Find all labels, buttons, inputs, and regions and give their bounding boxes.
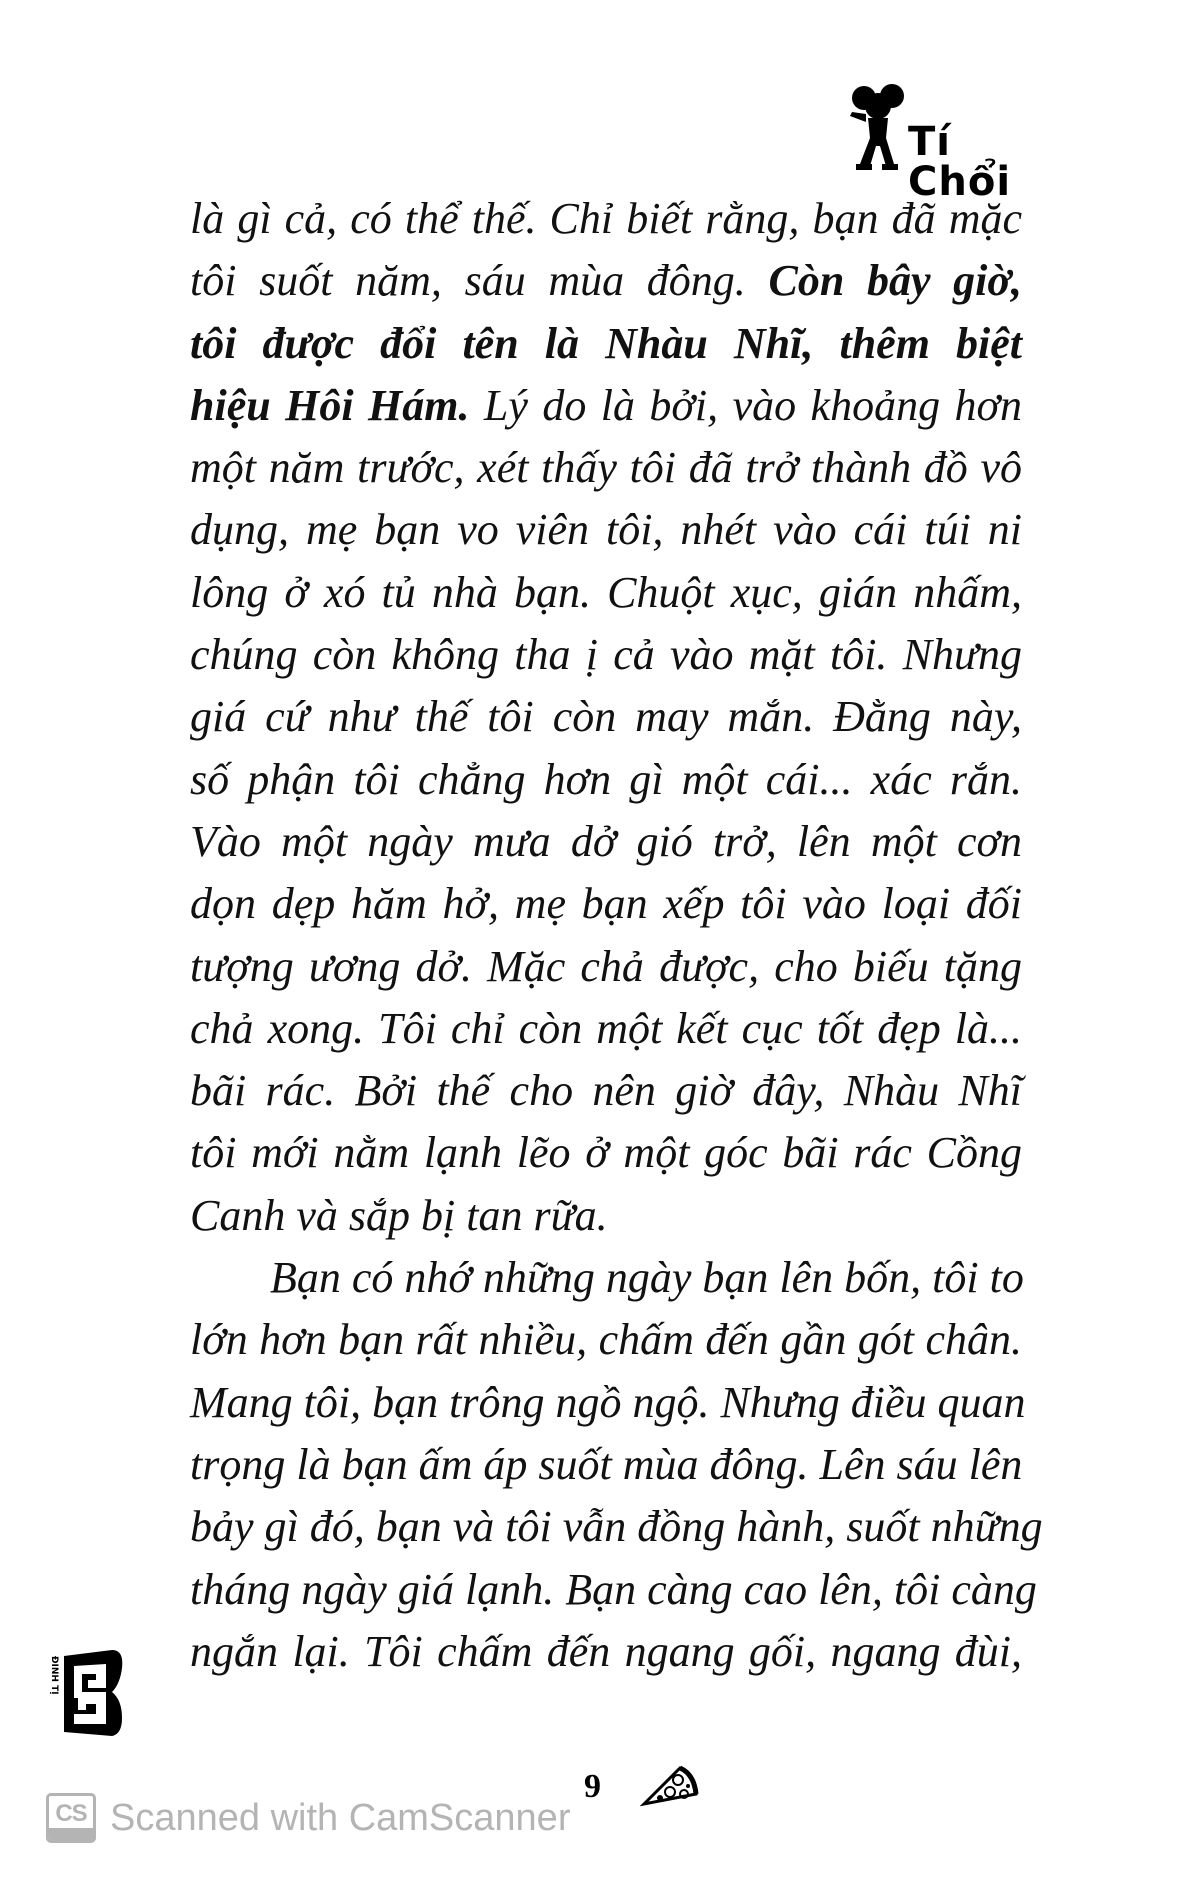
dinh-ti-logo-icon xyxy=(42,1648,132,1740)
text-span: chả xong. Tôi chỉ còn một kết cục tốt đẹp là... xyxy=(190,1003,1022,1053)
text-span: dọn dẹp hăm hở, mẹ bạn xếp tôi vào loại đối xyxy=(190,879,1022,929)
text-line xyxy=(190,375,1022,437)
text-line xyxy=(190,562,1022,624)
text-span: một năm trước, xét thấy tôi đã trở thành đồ vô xyxy=(190,443,1022,493)
text-line xyxy=(190,1247,1022,1309)
text-span: chúng còn không tha ị cả vào mặt tôi. Nhưng xyxy=(190,630,1022,680)
text-line xyxy=(190,1309,1022,1371)
page-number: 9 xyxy=(584,1768,601,1805)
text-line xyxy=(190,437,1022,499)
camscanner-watermark xyxy=(46,1790,570,1846)
text-line xyxy=(190,811,1022,873)
text-span: tháng ngày giá lạnh. Bạn càng cao lên, tôi càng xyxy=(190,1564,1037,1614)
text-line xyxy=(190,1496,1043,1558)
text-line xyxy=(190,1434,1022,1496)
camscanner-watermark-text: Scanned with CamScanner xyxy=(110,1796,571,1839)
text-line xyxy=(190,624,1022,686)
text-span: tượng ương dở. Mặc chả được, cho biếu tặng xyxy=(190,941,1022,991)
text-span: Vào một ngày mưa dở gió trở, lên một cơn xyxy=(190,816,1022,866)
text-line xyxy=(190,1060,1022,1122)
bold-text-span: tôi được đổi tên là Nhàu Nhĩ, thêm biệt xyxy=(190,318,1022,368)
text-span: trọng là bạn ấm áp suốt mùa đông. Lên sáu lên xyxy=(190,1439,1023,1489)
girl-silhouette-icon xyxy=(848,82,908,172)
text-span: bảy gì đó, bạn và tôi vẫn đồng hành, suốt những xyxy=(190,1502,1043,1552)
text-span: tôi mới nằm lạnh lẽo ở một góc bãi rác Cồng xyxy=(190,1128,1022,1178)
text-span: bãi rác. Bởi thế cho nên giờ đây, Nhàu Nhĩ xyxy=(190,1066,1022,1116)
text-span: giá cứ như thế tôi còn may mắn. Đằng này, xyxy=(190,692,1022,742)
text-span: Lý do là bởi, vào khoảng hơn xyxy=(469,380,1022,430)
text-line xyxy=(190,313,1022,375)
text-line xyxy=(190,188,1022,250)
text-span: Mang tôi, bạn trông ngồ ngộ. Nhưng điều quan xyxy=(190,1377,1026,1427)
text-span: dụng, mẹ bạn vo viên tôi, nhét vào cái túi ni xyxy=(190,505,1022,555)
text-line xyxy=(190,1621,1022,1683)
bold-text-span: hiệu Hôi Hám. xyxy=(190,380,470,430)
text-span: Bạn có nhớ những ngày bạn lên bốn, tôi to xyxy=(270,1253,1024,1303)
text-line xyxy=(190,998,1022,1060)
series-title: Tí Chổi xyxy=(908,119,1012,205)
camscanner-badge-icon xyxy=(46,1793,96,1843)
text-span: là gì cả, có thể thế. Chỉ biết rằng, bạn đã mặc xyxy=(190,194,1022,243)
text-line xyxy=(190,250,1022,312)
bold-text-span: Còn bây giờ, xyxy=(768,256,1022,306)
camscanner-badge-text: CS xyxy=(55,1800,87,1827)
text-span: Canh và sắp bị tan rữa. xyxy=(190,1190,608,1240)
text-line xyxy=(190,1559,1037,1621)
text-span: ngắn lại. Tôi chấm đến ngang gối, ngang đùi, xyxy=(190,1626,1022,1676)
text-line xyxy=(190,1185,1022,1247)
text-span: tôi suốt năm, sáu mùa đông. xyxy=(190,256,769,306)
text-line xyxy=(190,873,1022,935)
text-span: lớn hơn bạn rất nhiều, chấm đến gần gót chân. xyxy=(190,1315,1022,1365)
pizza-slice-icon xyxy=(640,1764,700,1814)
text-line xyxy=(190,936,1022,998)
page-body-text xyxy=(190,188,1043,1683)
text-line xyxy=(190,1372,1026,1434)
text-span: số phận tôi chẳng hơn gì một cái... xác rắn. xyxy=(190,754,1022,804)
text-line xyxy=(190,749,1022,811)
text-line xyxy=(190,499,1022,561)
series-logo xyxy=(848,82,1048,205)
publisher-logo-text: ĐINH TỊ xyxy=(49,1656,59,1695)
text-line xyxy=(190,686,1022,748)
text-line xyxy=(190,1122,1022,1184)
text-span: lông ở xó tủ nhà bạn. Chuột xục, gián nhấm, xyxy=(190,567,1022,617)
